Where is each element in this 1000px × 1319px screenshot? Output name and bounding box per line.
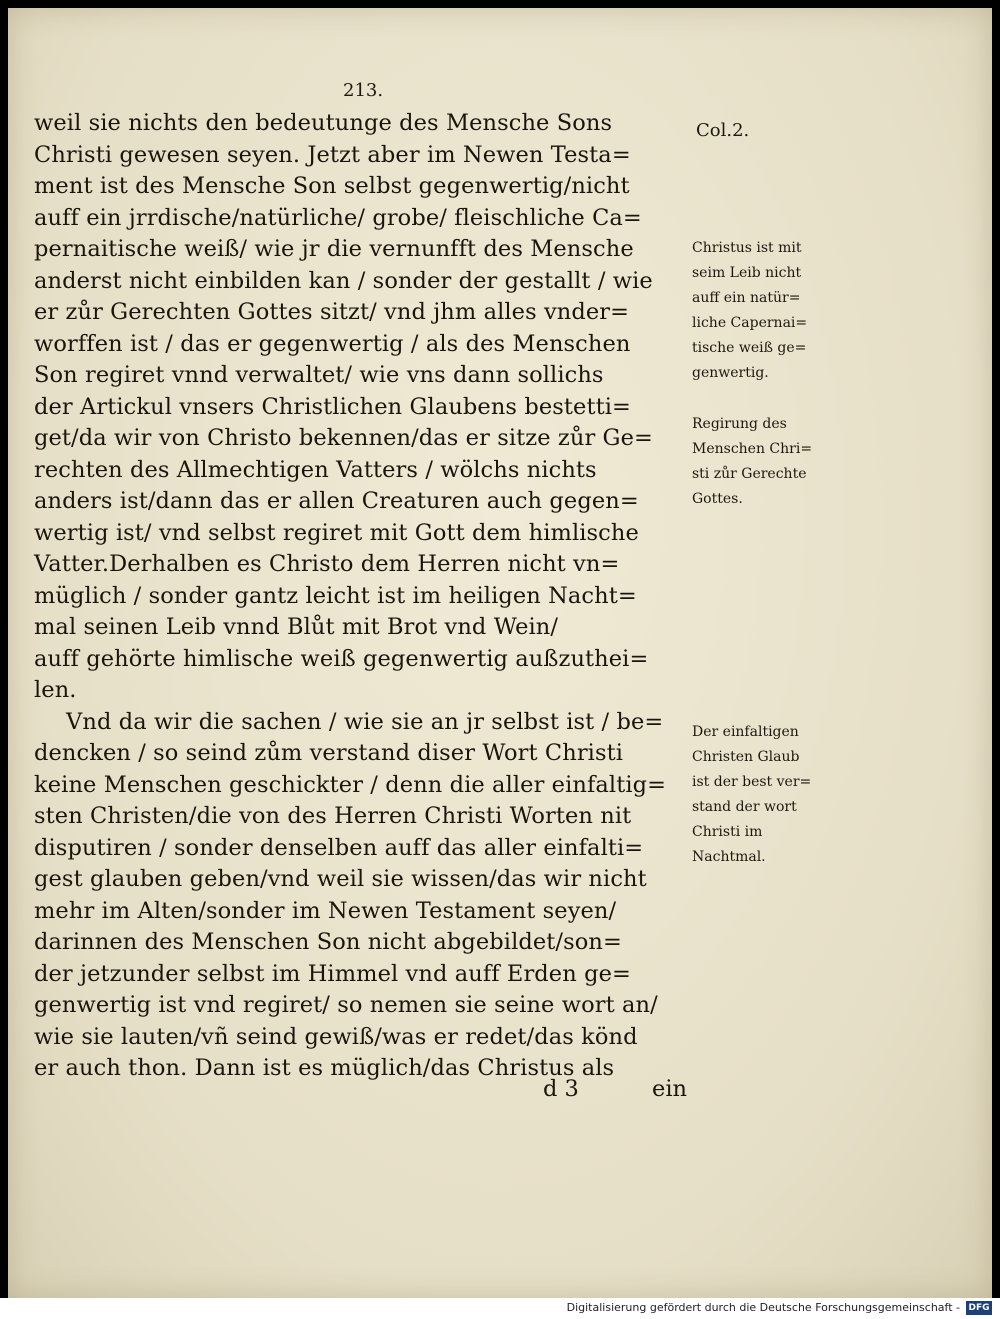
- text-line: anders ist/dann das er allen Creaturen auch gegen=: [34, 488, 639, 514]
- signature-mark: d 3: [543, 1076, 579, 1102]
- text-line: mal seinen Leib vnnd Blůt mit Brot vnd Wein/: [34, 614, 559, 640]
- text-line: Son regiret vnnd verwaltet/ wie vns dann sollichs: [34, 362, 604, 388]
- text-line: auff gehörte himlische weiß gegenwertig außzuthei=: [34, 645, 649, 672]
- text-line: Vatter.Derhalben es Christo dem Herren nicht vn=: [34, 551, 620, 577]
- marginal-note-line: Gottes.: [692, 491, 743, 507]
- text-line: disputiren / sonder denselben auff das aller einfalti=: [34, 834, 644, 861]
- text-line: mehr im Alten/sonder im Newen Testament seyen/: [34, 897, 617, 924]
- text-line: gest glauben geben/vnd weil sie wissen/das wir nicht: [34, 866, 647, 892]
- text-line: ment ist des Mensche Son selbst gegenwertig/nicht: [34, 173, 630, 199]
- signature-line: [543, 1076, 687, 1102]
- text-line: sten Christen/die von des Herren Christi Worten nit: [34, 803, 632, 829]
- marginal-note-line: tische weiß ge=: [692, 340, 807, 356]
- page-number: 213.: [343, 80, 384, 101]
- text-line: len.: [34, 677, 77, 703]
- column-note: Col.2.: [696, 120, 750, 141]
- text-line: er auch thon. Dann ist es müglich/das Christus als: [34, 1055, 615, 1081]
- text-line: darinnen des Menschen Son nicht abgebildet/son=: [34, 929, 622, 955]
- text-line: er zůr Gerechten Gottes sitzt/ vnd jhm alles vnder=: [34, 299, 630, 325]
- text-line: rechten des Allmechtigen Vatters / wölchs nichts: [34, 456, 597, 483]
- marginal-note-1: [692, 236, 842, 386]
- text-line: wie sie lauten/vñ seind gewiß/was er redet/das könd: [34, 1023, 638, 1050]
- text-line: anderst nicht einbilden kan / sonder der gestallt / wie: [34, 267, 653, 294]
- text-line: Christi gewesen seyen. Jetzt aber im Newen Testa=: [34, 141, 631, 168]
- marginal-note-line: auff ein natür=: [692, 290, 801, 306]
- text-line: keine Menschen geschickter / denn die aller einfaltig=: [34, 771, 667, 798]
- marginal-note-line: ist der best ver=: [692, 774, 812, 790]
- marginal-note-line: stand der wort: [692, 799, 797, 815]
- marginal-note-2: [692, 412, 842, 512]
- marginal-note-line: Nachtmal.: [692, 849, 766, 865]
- marginal-note-line: Christus ist mit: [692, 240, 802, 256]
- footer-credit: Digitalisierung gefördert durch die Deutsche Forschungsgemeinschaft -: [566, 1301, 960, 1314]
- text-line: müglich / sonder gantz leicht ist im heiligen Nacht=: [34, 582, 637, 609]
- text-line: wertig ist/ vnd selbst regiret mit Gott dem himlische: [34, 519, 639, 546]
- marginal-note-line: Regirung des: [692, 416, 787, 432]
- marginal-note-line: Christen Glaub: [692, 749, 800, 765]
- catchword: ein: [652, 1076, 688, 1102]
- marginal-note-line: Menschen Chri=: [692, 441, 813, 457]
- text-line: der Artickul vnsers Christlichen Glaubens bestetti=: [34, 393, 631, 420]
- text-line: worffen ist / das er gegenwertig / als des Menschen: [34, 330, 631, 357]
- marginal-note-line: genwertig.: [692, 365, 769, 381]
- main-text-block: [34, 108, 694, 1085]
- text-line: pernaitische weiß/ wie jr die vernunfft des Mensche: [34, 236, 634, 262]
- marginal-note-line: seim Leib nicht: [692, 265, 802, 281]
- text-line: weil sie nichts den bedeutunge des Mensche Sons: [34, 110, 613, 136]
- dfg-logo: DFG: [966, 1301, 992, 1315]
- marginal-note-line: Christi im: [692, 824, 763, 840]
- marginal-note-line: sti zůr Gerechte: [692, 466, 807, 482]
- marginal-note-line: Der einfaltigen: [692, 724, 799, 740]
- book-page: [8, 8, 992, 1298]
- marginal-note-line: liche Capernai=: [692, 315, 808, 331]
- text-line: dencken / so seind zům verstand diser Wort Christi: [34, 740, 624, 766]
- text-line: get/da wir von Christo bekennen/das er sitze zůr Ge=: [34, 425, 653, 451]
- footer-bar: [0, 1298, 1000, 1319]
- text-line: der jetzunder selbst im Himmel vnd auff Erden ge=: [34, 960, 631, 987]
- text-line: auff ein jrrdische/natürliche/ grobe/ fleischliche Ca=: [34, 204, 642, 231]
- text-line: Vnd da wir die sachen / wie sie an jr selbst ist / be=: [66, 708, 664, 735]
- text-line: genwertig ist vnd regiret/ so nemen sie seine wort an/: [34, 992, 658, 1018]
- marginal-note-3: [692, 720, 842, 870]
